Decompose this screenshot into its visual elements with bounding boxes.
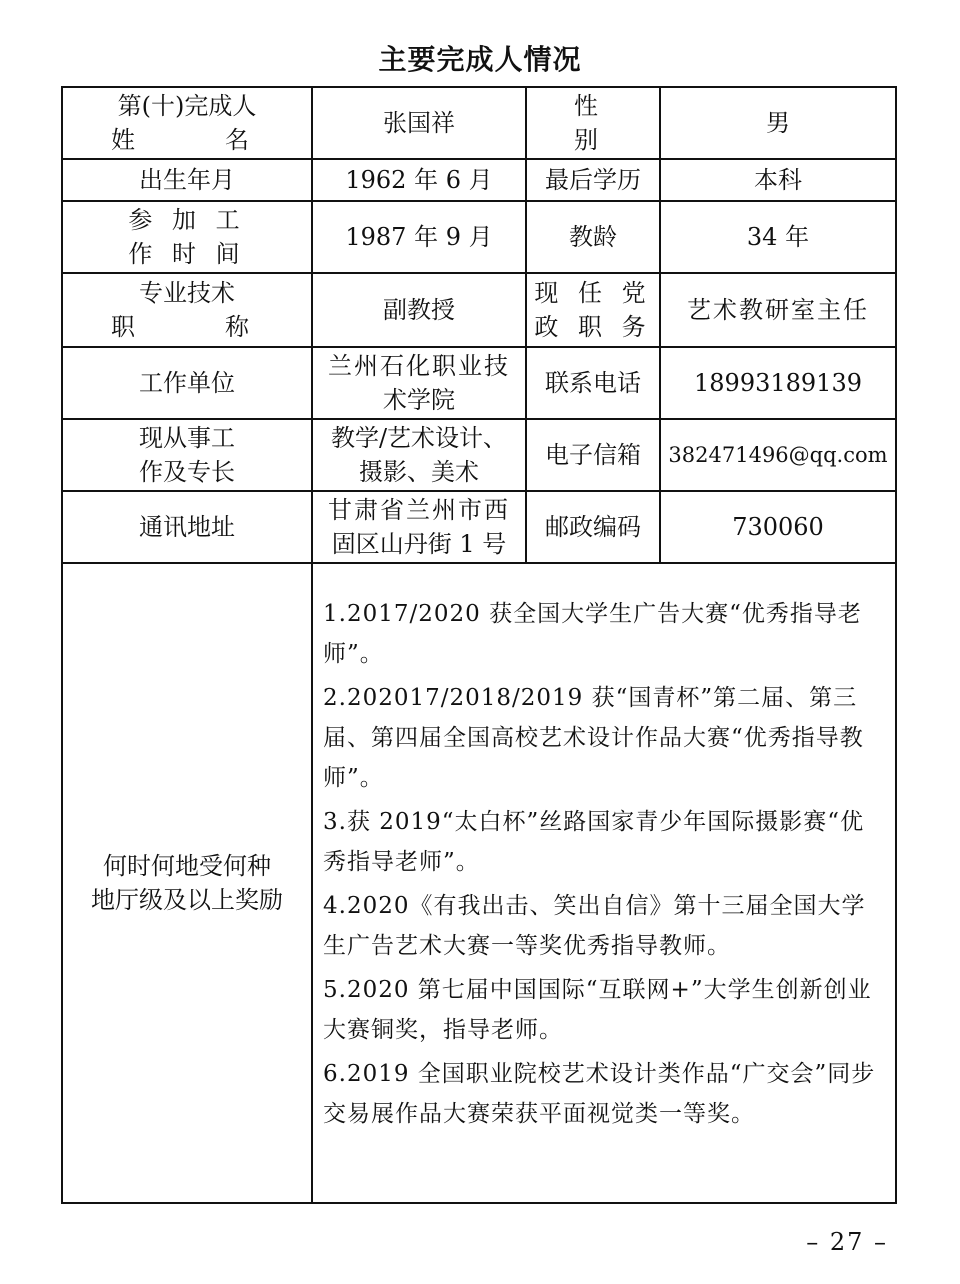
- awards-list: [312, 563, 896, 1203]
- table-row: [62, 201, 896, 273]
- specialty-label-line1: 现从事工: [139, 424, 235, 452]
- table-row: [62, 159, 896, 201]
- name-value: 张国祥: [312, 87, 526, 159]
- address-label: 通讯地址: [62, 491, 312, 563]
- specialty-value-cell: [312, 419, 526, 491]
- education-label: 最后学历: [526, 159, 660, 201]
- email-value: 382471496@qq.com: [660, 419, 896, 491]
- work-start-value: 1987 年 9 月: [312, 201, 526, 273]
- phone-label: 联系电话: [526, 347, 660, 419]
- specialty-value-line2: 摄影、美术: [359, 458, 479, 486]
- table-row: [62, 491, 896, 563]
- teaching-years-value: 34 年: [660, 201, 896, 273]
- table-row: [62, 419, 896, 491]
- table-row: [62, 563, 896, 1203]
- party-label-line2: 政 职 务: [534, 313, 652, 341]
- phone-value: 18993189139: [660, 347, 896, 419]
- gender-value: 男: [660, 87, 896, 159]
- education-value: 本科: [660, 159, 896, 201]
- title-label-line1: 专业技术: [139, 279, 235, 307]
- specialty-value-line1: 教学/艺术设计、: [330, 424, 508, 452]
- unit-label: 工作单位: [62, 347, 312, 419]
- specialty-label-line2: 作及专长: [139, 458, 235, 486]
- title-label-line2: 职 称: [111, 313, 263, 341]
- awards-label-cell: [62, 563, 312, 1203]
- unit-value-line2: 术学院: [383, 386, 455, 414]
- work-start-label-line2: 作 时 间: [128, 240, 246, 268]
- birth-value: 1962 年 6 月: [312, 159, 526, 201]
- postcode-value: 730060: [660, 491, 896, 563]
- table-row: [62, 273, 896, 347]
- postcode-label: 邮政编码: [526, 491, 660, 563]
- award-item: 5.2020 第七届中国国际“互联网+”大学生创新创业大赛铜奖，指导老师。: [323, 977, 872, 1043]
- specialty-label-cell: [62, 419, 312, 491]
- work-start-label-cell: [62, 201, 312, 273]
- unit-value-line1: 兰州石化职业技: [328, 352, 510, 380]
- title-value: 副教授: [312, 273, 526, 347]
- page-number: – 27 –: [806, 1228, 888, 1256]
- awards-label-line1: 何时何地受何种: [103, 852, 271, 880]
- gender-label: 性 别: [526, 87, 660, 159]
- work-start-label-line1: 参 加 工: [128, 206, 246, 234]
- name-label-line2: 姓 名: [111, 126, 263, 154]
- address-value-line1: 甘肃省兰州市西: [328, 496, 510, 524]
- teaching-years-label: 教龄: [526, 201, 660, 273]
- table-row: [62, 87, 896, 159]
- name-label-line1: 第(十)完成人: [117, 92, 257, 120]
- unit-value-cell: [312, 347, 526, 419]
- page-title: 主要完成人情况: [378, 43, 582, 76]
- party-value: 艺术教研室主任: [660, 273, 896, 347]
- party-label-line1: 现 任 党: [534, 279, 652, 307]
- party-label-cell: [526, 273, 660, 347]
- title-label-cell: [62, 273, 312, 347]
- table-row: [62, 347, 896, 419]
- address-value-cell: [312, 491, 526, 563]
- personnel-info-table: [61, 86, 897, 1204]
- award-item: 1.2017/2020 获全国大学生广告大赛“优秀指导老师”。: [323, 601, 862, 667]
- award-item: 3.获 2019“太白杯”丝路国家青少年国际摄影赛“优秀指导老师”。: [323, 809, 865, 875]
- award-item: 4.2020《有我出击、笑出自信》第十三届全国大学生广告艺术大赛一等奖优秀指导教师。: [323, 893, 866, 959]
- award-item: 2.202017/2018/2019 获“国青杯”第二届、第三届、第四届全国高校艺术设计作品大赛“优秀指导教师”。: [323, 685, 864, 791]
- email-label: 电子信箱: [526, 419, 660, 491]
- award-item: 6.2019 全国职业院校艺术设计类作品“广交会”同步交易展作品大赛荣获平面视觉类一等奖。: [323, 1061, 876, 1127]
- awards-label-line2: 地厅级及以上奖励: [91, 886, 283, 914]
- birth-label: 出生年月: [62, 159, 312, 201]
- address-value-line2: 固区山丹街 1 号: [331, 530, 507, 558]
- name-label-cell: [62, 87, 312, 159]
